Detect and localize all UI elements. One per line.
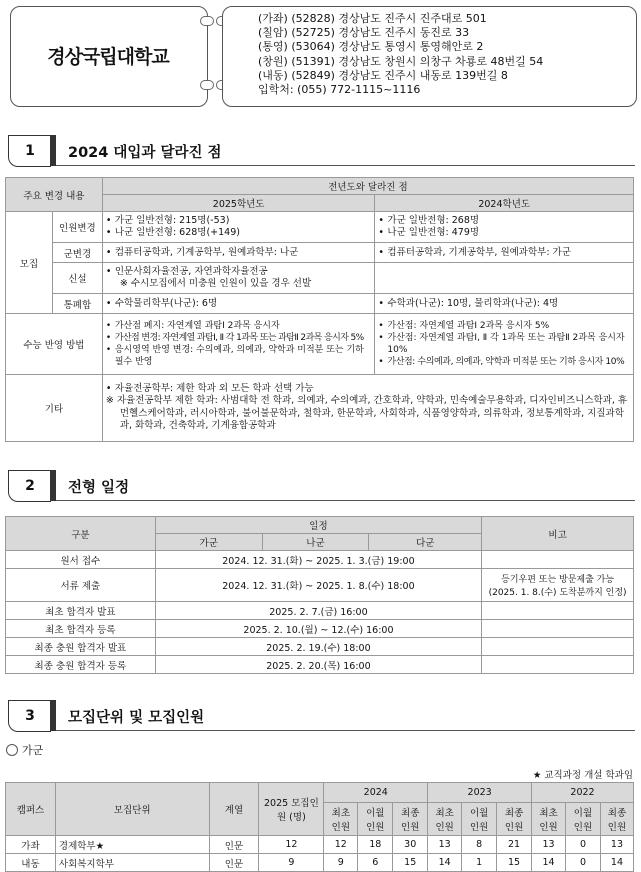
table-header: 최초 인원 [532, 803, 566, 836]
row-label: 수능 반영 방법 [6, 314, 103, 375]
table-cell: 등기우편 또는 방문제출 가능 (2025. 1. 8.(수) 도착분까지 인정) [482, 569, 634, 602]
list-item: • 가군 일반전형: 268명 [378, 215, 630, 227]
section-title: 모집단위 및 모집인원 [68, 710, 205, 726]
cell-2024 [375, 243, 634, 263]
list-item: • 나군 일반전형: 628명(+149) [106, 227, 372, 239]
table-cell [482, 551, 634, 569]
row-label: 신설 [52, 263, 102, 294]
table-header: 최초 인원 [428, 803, 462, 836]
address-line: (내동) (52849) 경상남도 진주시 내동로 139번길 8 [258, 68, 508, 82]
row-label: 통폐합 [52, 294, 102, 314]
table-header: 2024 [324, 783, 428, 803]
list-item: • 가산점: 자연계열 과탐Ⅰ, Ⅱ 각 1과목 또는 과탐Ⅱ 2과목 응시자 10% [378, 332, 630, 356]
list-item: • 수학과(나군): 10명, 물리학과(나군): 4명 [378, 298, 630, 310]
table-cell: 2025. 2. 10.(월) ~ 12.(수) 16:00 [155, 620, 481, 638]
address-line: (통영) (53064) 경상남도 통영시 통영해안로 2 [258, 40, 484, 54]
note: ※ 수시모집에서 미충원 인원이 있을 경우 선발 [119, 278, 312, 289]
table-cell: 14 [428, 854, 462, 872]
section-header-3 [8, 700, 635, 730]
table-header: 전년도와 달라진 점 [102, 178, 633, 195]
table-cell: 9 [324, 854, 358, 872]
table-header: 최종 인원 [600, 803, 633, 836]
address-list [258, 12, 543, 97]
phone-line: 입학처: (055) 772-1115~1116 [258, 83, 421, 97]
subheading: 가군 [22, 744, 44, 757]
table-row-label: 최종 충원 합격자 등록 [6, 656, 156, 674]
row-label: 인원변경 [52, 212, 102, 243]
list-item: • 자율전공학부: 제한 학과 외 모든 학과 선택 가능 [106, 383, 630, 395]
table-header: 2025학년도 [102, 195, 375, 212]
table-cell: 13 [428, 836, 462, 854]
cell-2025 [102, 243, 375, 263]
table-row [6, 854, 634, 872]
legend-note: ★ 교직과정 개설 학과임 [532, 770, 633, 781]
table-header: 캠퍼스 [6, 783, 56, 836]
table-header: 주요 변경 내용 [6, 178, 103, 212]
table-cell: 8 [462, 836, 497, 854]
table-cell: 15 [497, 854, 532, 872]
address-line: (칠암) (52725) 경상남도 진주시 동진로 33 [258, 26, 470, 40]
table-cell [482, 638, 634, 656]
table-cell: 사회복지학부 [55, 854, 209, 872]
list-item: • 가산점 폐지: 자연계열 과탐Ⅰ 2과목 응시자 [106, 320, 372, 332]
table-cell: 14 [600, 854, 633, 872]
table-cell: 2025. 2. 19.(수) 18:00 [155, 638, 481, 656]
list-item: • 가산점: 수의예과, 의예과, 약학과 미적분 또는 기하 응시자 10% [378, 356, 630, 368]
table-cell: 15 [393, 854, 428, 872]
table-header: 최초 인원 [324, 803, 358, 836]
table-cell: 21 [497, 836, 532, 854]
list-item: • 응시영역 반영 변경: 수의예과, 의예과, 약학과 미적분 또는 기하 필수 반영 [106, 344, 372, 368]
table-cell: 2025. 2. 7.(금) 16:00 [155, 602, 481, 620]
changes-table [5, 177, 634, 442]
cell-etc [102, 375, 633, 442]
address-line: (가좌) (52828) 경상남도 진주시 진주대로 501 [258, 12, 487, 25]
table-cell: 2025. 2. 20.(목) 16:00 [155, 656, 481, 674]
section-title: 전형 일정 [68, 480, 130, 496]
table-cell: 1 [462, 854, 497, 872]
table-header: 다군 [369, 534, 482, 551]
table-header: 구분 [6, 517, 156, 551]
cell-2025 [102, 294, 375, 314]
table-cell [482, 656, 634, 674]
table-cell: 13 [532, 836, 566, 854]
list-item: • 나군 일반전형: 479명 [378, 227, 630, 239]
list-item: • 가산점: 자연계열 과탐Ⅰ 2과목 응시자 5% [378, 320, 630, 332]
list-item: • 가군 일반전형: 215명(-53) [106, 215, 372, 227]
section-header-2 [8, 470, 635, 500]
table-header: 계열 [209, 783, 259, 836]
cell-2024 [375, 212, 634, 243]
table-cell [482, 620, 634, 638]
binder-ring-icon [200, 80, 214, 90]
section-number: 3 [8, 700, 51, 732]
table-header: 최종 인원 [497, 803, 532, 836]
table-row-label: 최종 충원 합격자 발표 [6, 638, 156, 656]
list-item: • 수학물리학부(나군): 6명 [106, 298, 372, 310]
row-category: 모집 [6, 212, 53, 314]
table-header: 비고 [482, 517, 634, 551]
cell-2024 [375, 263, 634, 294]
cell-2024 [375, 314, 634, 375]
table-header: 나군 [262, 534, 369, 551]
table-cell: 14 [532, 854, 566, 872]
table-cell: 13 [600, 836, 633, 854]
table-row-label: 최초 합격자 등록 [6, 620, 156, 638]
table-row-label: 최초 합격자 발표 [6, 602, 156, 620]
table-cell: 가좌 [6, 836, 56, 854]
note: ※ 자율전공학부 제한 학과: 사범대학 전 학과, 의예과, 수의예과, 간호학과, 약학과, 민속예술무용학과, 디자인비즈니스학과, 휴먼헬스케어학과, 러시아학과, 불어불문학과, 철학과, 한문학과, 사회학과, 식품영양학과, 의류학과, 정보통계학과, 지질과학과, 화학과, 건축학과, 기계융합공학과 [105, 395, 628, 432]
section-number: 2 [8, 470, 51, 502]
table-cell: 내동 [6, 854, 56, 872]
table-row [6, 836, 634, 854]
table-cell: 인문 [209, 836, 259, 854]
row-label: 군변경 [52, 243, 102, 263]
table-header: 2025 모집인원 (명) [259, 783, 324, 836]
table-header: 2024학년도 [375, 195, 634, 212]
cell-2025 [102, 263, 375, 294]
table-row-label: 서류 제출 [6, 569, 156, 602]
university-name: 경상국립대학교 [47, 46, 169, 68]
table-cell: 인문 [209, 854, 259, 872]
table-cell: 30 [393, 836, 428, 854]
cell-2025 [102, 314, 375, 375]
table-header: 모집단위 [55, 783, 209, 836]
quota-table [5, 782, 634, 872]
section-number: 1 [8, 135, 51, 167]
table-cell: 6 [358, 854, 393, 872]
list-item: • 컴퓨터공학과, 기계공학부, 원예과학부: 나군 [106, 247, 372, 259]
table-header: 일정 [155, 517, 481, 534]
table-cell: 경제학부★ [55, 836, 209, 854]
table-cell: 0 [566, 854, 601, 872]
row-label: 기타 [6, 375, 103, 442]
table-header: 이월 인원 [462, 803, 497, 836]
table-cell: 0 [566, 836, 601, 854]
list-item: • 가산점 변경: 자연계열 과탐Ⅰ, Ⅱ 각 1과목 또는 과탐Ⅱ 2과목 응시자 5% [106, 332, 372, 344]
list-item: • 인문사회자율전공, 자연과학자율전공 [106, 266, 372, 278]
address-line: (창원) (51391) 경상남도 창원시 의창구 차룡로 48번길 54 [258, 54, 544, 68]
binder-ring-icon [200, 16, 214, 26]
table-header: 2023 [428, 783, 532, 803]
cell-2024 [375, 294, 634, 314]
table-cell: 9 [259, 854, 324, 872]
table-cell: 2024. 12. 31.(화) ~ 2025. 1. 3.(금) 19:00 [155, 551, 481, 569]
table-header: 이월 인원 [358, 803, 393, 836]
section-title: 2024 대입과 달라진 점 [68, 145, 222, 161]
table-row-label: 원서 접수 [6, 551, 156, 569]
section-header-1 [8, 135, 635, 165]
table-header: 2022 [532, 783, 634, 803]
table-cell: 18 [358, 836, 393, 854]
table-cell: 12 [259, 836, 324, 854]
table-cell: 2024. 12. 31.(화) ~ 2025. 1. 8.(수) 18:00 [155, 569, 481, 602]
list-item: • 컴퓨터공학과, 기계공학부, 원예과학부: 가군 [378, 247, 630, 259]
circle-bullet-icon [6, 744, 18, 756]
table-header: 최종 인원 [393, 803, 428, 836]
table-cell [482, 602, 634, 620]
table-cell: 12 [324, 836, 358, 854]
schedule-table [5, 516, 634, 674]
table-header: 이월 인원 [566, 803, 601, 836]
cell-2025 [102, 212, 375, 243]
table-header: 가군 [155, 534, 262, 551]
